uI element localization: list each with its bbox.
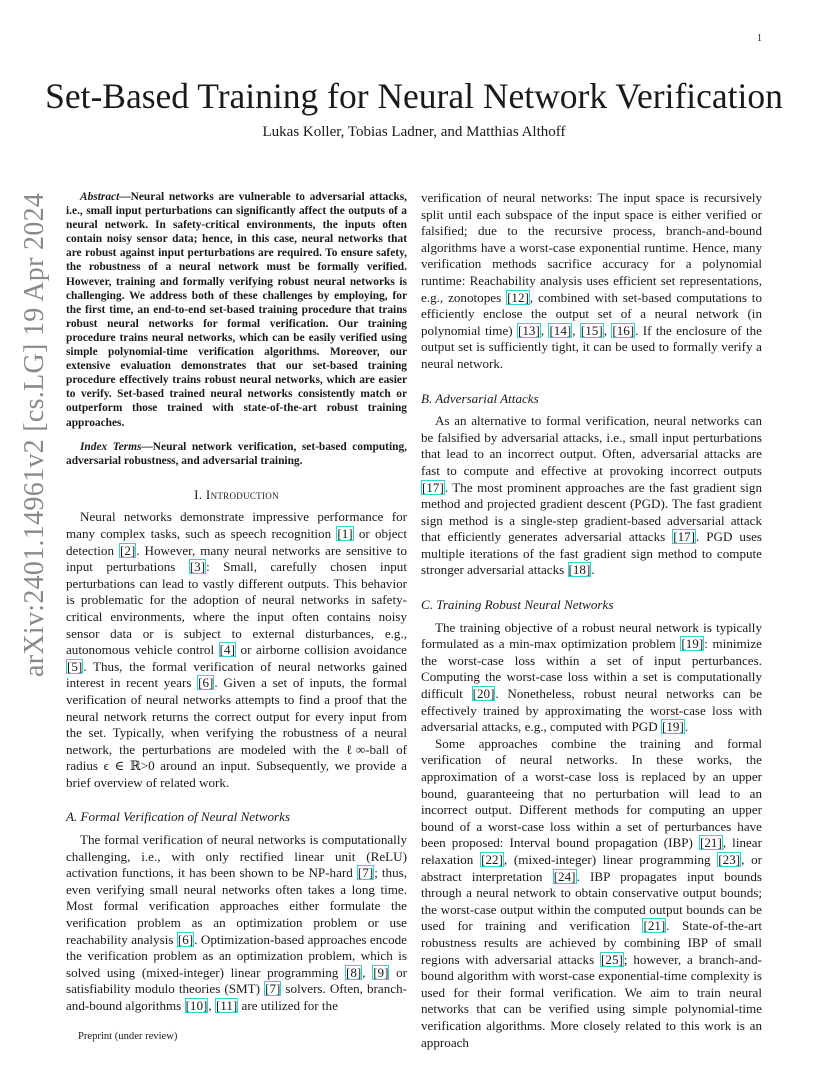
robust-training-paragraph-1: The training objective of a robust neural network is typically formulated as a min-max optimization problem [19]: minimize the worst-case loss within a set of input perturbances. Computing the worst-case loss within a set is computationally difficult [20]. Nonetheless, robust neural networks can be effectively trained by approximating the worst-case loss with adversarial attacks, e.g., computed with PGD [19]. <box>421 619 763 735</box>
section-heading-introduction: I. Introduction <box>194 486 279 502</box>
citation-link[interactable]: [22] <box>481 851 503 867</box>
citation-link[interactable]: [3] <box>189 559 206 575</box>
citation-link[interactable]: [2] <box>119 542 136 558</box>
citation-link[interactable]: [12] <box>507 289 529 305</box>
abstract <box>66 190 407 430</box>
page-number: 1 <box>757 33 762 44</box>
citation-link[interactable]: [20] <box>472 686 495 702</box>
citation-link[interactable]: [14] <box>549 322 572 338</box>
citation-link[interactable]: [16] <box>612 322 635 338</box>
citation-link[interactable]: [19] <box>661 719 684 735</box>
citation-link[interactable]: [18] <box>568 562 591 578</box>
robust-training-paragraph-2: Some approaches combine the training and formal verification of neural networks. In these works, the approximation of a worst-case loss is replaced by an upper bound, guaranteeing that no perturbation will lead to an incorrect output. Different methods for computing an upper bound of a worst-case loss within a set of perturbances have been proposed: Interval bound propagation (IBP) [21], linear relaxation [22], (mixed-integer) linear programming [23], or abstract interpretation [24]. IBP propagates input bounds through a neural network to obtain conservative output bounds; the worst-case output within the computed output bounds can be used for training and verification [21]. State-of-the-art robustness results are achieved by combining IBP of small regions with adversarial attacks [25]; however, a branch-and-bound algorithm with worst-case exponential-time complexity is used for their formal verification. We aim to train neural networks that can be verified using simple polynomial-time verification algorithms. More closely related to this work is an approach <box>421 735 763 1050</box>
citation-link[interactable]: [8] <box>345 964 362 980</box>
index-terms <box>66 440 407 468</box>
citation-link[interactable]: [24] <box>553 868 576 884</box>
citation-link[interactable]: [17] <box>673 529 696 545</box>
citation-link[interactable]: [6] <box>177 931 194 947</box>
abstract-text: —Neural networks are vulnerable to adversarial attacks, i.e., small input perturbations can significantly affect the outputs of a neural network. In safety-critical environments, the inputs often contain noisy sensor data; hence, in this case, neural networks that are robust against input perturbations are required. To ensure safety, the robustness of a neural network must be formally verified. However, training and formally verifying robust neural networks is challenging. We address both of these challenges by employing, for the first time, an end-to-end set-based training procedure that trains robust neural networks for formal verification. Our training procedure trains neural networks, which can be easily verified using simple polynomial-time verification algorithms. Moreover, our extensive evaluation demonstrates that our set-based training procedure effectively trains robust neural networks, which are easier to verify. Set-based trained neural networks consistently match or outperform those trained with state-of-the-art robust training approaches. <box>66 191 407 429</box>
paper-authors: Lukas Koller, Tobias Ladner, and Matthias Althoff <box>262 124 566 140</box>
citation-link[interactable]: [4] <box>219 642 235 658</box>
subsection-heading-robust-training: C. Training Robust Neural Networks <box>421 597 614 613</box>
citation-link[interactable]: [23] <box>718 851 741 867</box>
citation-link[interactable]: [15] <box>580 322 603 338</box>
index-terms-text: —Neural network verification, set-based computing, adversarial robustness, and adversarial training. <box>66 440 407 467</box>
citation-link[interactable]: [17] <box>422 479 444 495</box>
citation-link[interactable]: [11] <box>215 998 238 1013</box>
citation-link[interactable]: [21] <box>699 835 722 851</box>
intro-paragraph: Neural networks demonstrate impressive performance for many complex tasks, such as speech recognition [1] or object detection [2]. However, many neural networks are sensitive to input perturbations [3]: Small, carefully chosen input perturbations can lead to vastly different outputs. This behavior is problematic for the adoption of neural networks in safety-critical environments, where the input often contains noisy sensor data or is subject to external disturbances, e.g., autonomous vehicle control [4] or airborne collision avoidance [5]. Thus, the formal verification of neural networks gained interest in recent years [6]. Given a set of inputs, the formal verification of neural networks attempts to find a proof that the neural network returns the correct output for every input from the set. Typically, when verifying the robustness of a neural network, the perturbations are modeled with the ℓ∞-ball of radius ϵ ∈ ℝ>0 around an input. Subsequently, we provide a brief overview of related work. <box>66 509 408 790</box>
formal-verification-paragraph: The formal verification of neural networks is computationally challenging, i.e., with only rectified linear unit (ReLU) activation functions, it has been shown to be NP-hard [7]; thus, even verifying small neural networks often takes a long time. Most formal verification approaches either formulate the verification problem as an optimization problem or use reachability analysis [6]. Optimization-based approaches encode the verification problem as an optimization problem, which is solved using (mixed-integer) linear programming [8], [9] or satisfiability modulo theories (SMT) [7] solvers. Often, branch-and-bound algorithms [10], [11] are utilized for the <box>66 832 408 1013</box>
formal-verification-continued: verification of neural networks: The input space is recursively split until each subspace of the input space is either verified or falsified; due to the recursive process, branch-and-bound algorithms have a worst-case exponential runtime. Hence, many verification methods sacrifice accuracy for a polynomial runtime: Reachability analysis uses efficient set representations, e.g., zonotopes [12], combined with set-based computations to efficiently enclose the output set of a neural network (in polynomial time) [13], [14], [15], [16]. If the enclosure of the output set is sufficiently tight, it can be used to formally verify a neural network. <box>421 190 762 371</box>
paper-title: Set-Based Training for Neural Network Verification <box>45 76 783 116</box>
subsection-heading-adversarial-attacks: B. Adversarial Attacks <box>421 390 539 406</box>
adversarial-attacks-paragraph: As an alternative to formal verification, neural networks can be falsified by adversarial attacks, i.e., small input perturbations that lead to an incorrect output. Often, adversarial attacks are fast to compute and effective at provoking incorrect outputs [17]. The most prominent approaches are the fast gradient sign method and projected gradient descent (PGD). The fast gradient sign method is a single-step gradient-based adversarial attack that efficiently generates adversarial attacks [17]. PGD uses multiple iterations of the fast gradient sign method to compute stronger adversarial attacks [18]. <box>421 413 762 578</box>
preprint-footnote: Preprint (under review) <box>78 1031 178 1042</box>
citation-link[interactable]: [7] <box>357 865 374 881</box>
abstract-label: Abstract <box>80 191 120 203</box>
citation-link[interactable]: [9] <box>373 964 389 980</box>
citation-link[interactable]: [7] <box>265 981 281 997</box>
right-column <box>421 190 762 1051</box>
left-column <box>66 190 407 1015</box>
index-terms-label: Index Terms <box>80 440 142 453</box>
citation-link[interactable]: [5] <box>67 658 83 674</box>
arxiv-stamp: arXiv:2401.14961v2 [cs.LG] 19 Apr 2024 <box>19 192 50 677</box>
citation-link[interactable]: [21] <box>643 918 666 934</box>
citation-link[interactable]: [19] <box>681 636 704 652</box>
citation-link[interactable]: [10] <box>185 998 208 1013</box>
citation-link[interactable]: [6] <box>198 675 214 691</box>
citation-link[interactable]: [25] <box>601 951 623 967</box>
citation-link[interactable]: [13] <box>517 322 540 338</box>
subsection-heading-formal-verification: A. Formal Verification of Neural Networks <box>66 809 291 825</box>
citation-link[interactable]: [1] <box>337 525 353 541</box>
